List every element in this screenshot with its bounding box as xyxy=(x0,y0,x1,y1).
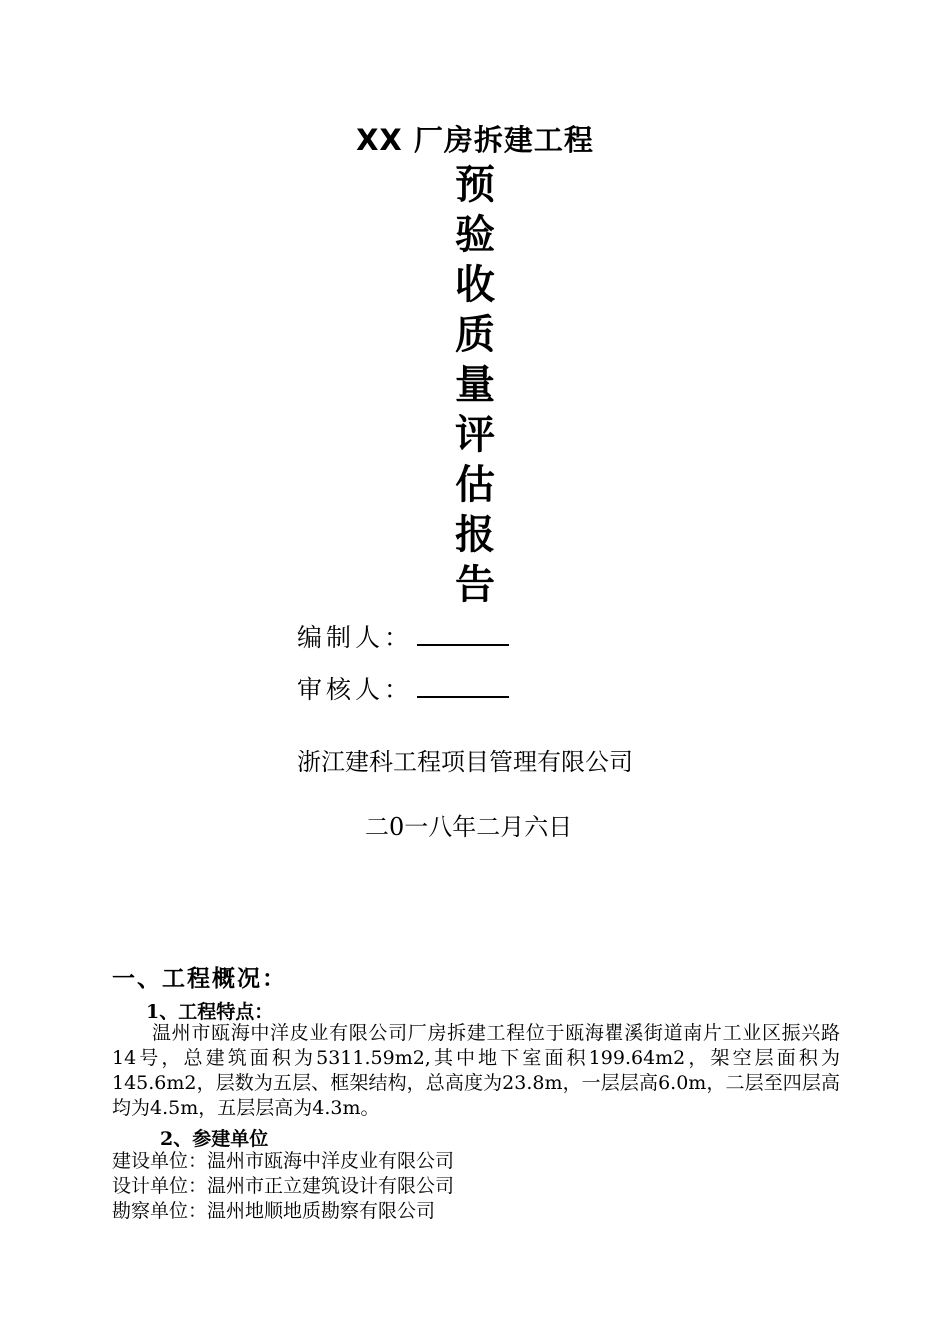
report-title-char: 告 xyxy=(455,562,495,608)
report-title-char: 验 xyxy=(455,212,495,258)
participating-unit: 建设单位：温州市瓯海中洋皮业有限公司 xyxy=(112,1150,455,1172)
reviewer-signature-line xyxy=(417,678,509,698)
report-title-char: 评 xyxy=(455,412,495,458)
report-date: 二0一八年二月六日 xyxy=(365,813,573,841)
compiler-signature-line xyxy=(417,626,509,646)
project-description: 温州市瓯海中洋皮业有限公司厂房拆建工程位于瓯海瞿溪街道南片工业区振兴路14号，总建筑面积为5311.59m2,其中地下室面积199.64m2，架空层面积为145.6m2，层数为五层、框架结构，总高度为23.8m，一层层高6.0m，二层至四层高均为4.5m，五层层高为4.3m。 xyxy=(112,1022,840,1119)
section-heading: 一、工程概况： xyxy=(112,965,287,992)
report-title-char: 质 xyxy=(455,312,495,358)
report-title-char: 报 xyxy=(455,512,495,558)
subsection-heading: 1、工程特点： xyxy=(146,1001,274,1023)
subsection-heading: 2、参建单位 xyxy=(160,1128,269,1150)
reviewer-row xyxy=(297,670,509,706)
compiler-label: 编制人： xyxy=(297,623,414,652)
report-title-char: 量 xyxy=(455,362,495,408)
participating-unit: 设计单位：温州市正立建筑设计有限公司 xyxy=(112,1175,455,1197)
report-title-char: 收 xyxy=(455,262,495,308)
participating-unit: 勘察单位：温州地顺地质勘察有限公司 xyxy=(112,1200,436,1222)
reviewer-label: 审核人： xyxy=(297,675,414,704)
report-title xyxy=(0,160,950,610)
compiler-row xyxy=(297,618,509,654)
report-title-char: 预 xyxy=(455,162,495,208)
company-name: 浙江建科工程项目管理有限公司 xyxy=(297,748,633,776)
report-title-char: 估 xyxy=(455,462,495,508)
project-title: XX 厂房拆建工程 xyxy=(356,123,594,157)
